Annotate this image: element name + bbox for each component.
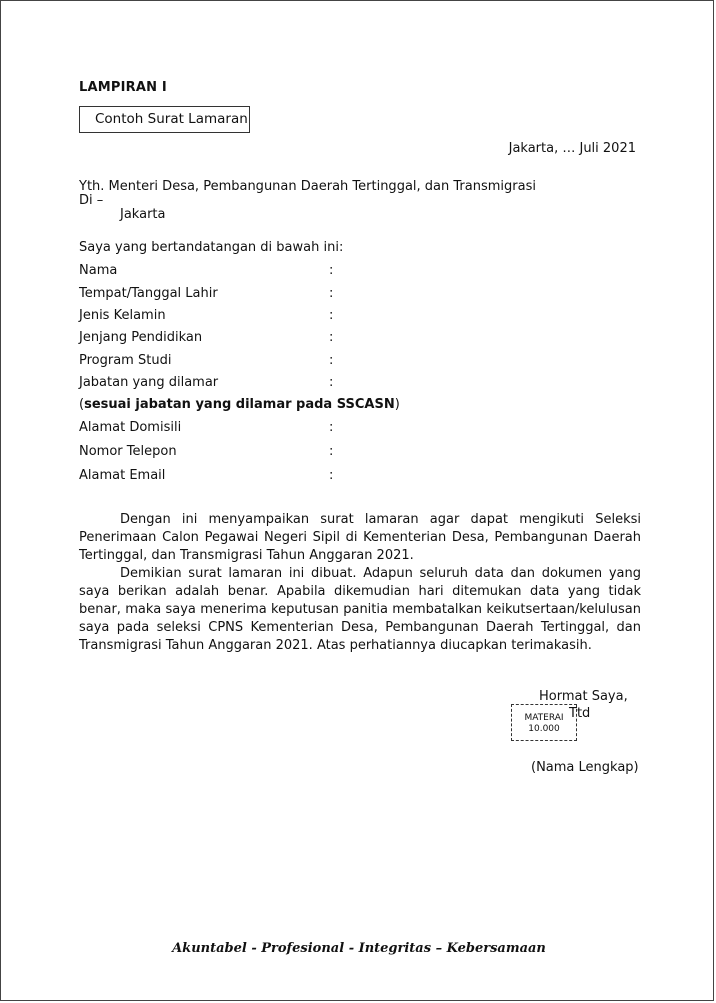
place-date: Jakarta, … Juli 2021: [508, 141, 636, 156]
field-label-jenjang-pendidikan: Jenjang Pendidikan: [79, 330, 203, 345]
boxed-title: Contoh Surat Lamaran: [79, 106, 250, 133]
attachment-label: LAMPIRAN I: [79, 80, 167, 95]
footer-motto: Akuntabel - Profesional - Integritas – Kebersamaan: [172, 941, 546, 956]
recipient-line-3: Jakarta: [120, 207, 166, 222]
field-colon: :: [329, 353, 334, 368]
field-label-alamat-domisili: Alamat Domisili: [79, 420, 182, 435]
field-colon: :: [329, 330, 334, 345]
ttd-text: Ttd: [569, 706, 591, 721]
closing-text: Hormat Saya,: [539, 689, 628, 704]
position-note-close: ): [394, 397, 400, 412]
paragraph-1: Dengan ini menyampaikan surat lamaran agar dapat mengikuti Seleksi Penerimaan Calon Pegawai Negeri Sipil di Kementerian Desa, Pembangunan Daerah Tertinggal, dan Transmigrasi Tahun Anggaran 2021.: [79, 512, 641, 563]
intro-text: Saya yang bertandatangan di bawah ini:: [79, 240, 344, 255]
field-label-jabatan: Jabatan yang dilamar: [79, 375, 219, 390]
field-label-nama: Nama: [79, 263, 118, 278]
stamp-line-2: 10.000: [528, 724, 560, 734]
stamp-box: [511, 704, 577, 741]
letter-body: [79, 511, 641, 655]
position-note-open: (: [79, 397, 85, 412]
field-colon: :: [329, 263, 334, 278]
field-label-jenis-kelamin: Jenis Kelamin: [79, 308, 166, 323]
field-colon: :: [329, 444, 334, 459]
stamp-line-1: MATERAI: [524, 713, 564, 723]
field-colon: :: [329, 308, 334, 323]
field-label-program-studi: Program Studi: [79, 353, 172, 368]
field-label-tempat-tanggal-lahir: Tempat/Tanggal Lahir: [79, 286, 218, 301]
field-label-alamat-email: Alamat Email: [79, 468, 166, 483]
field-colon: :: [329, 420, 334, 435]
signature-name: (Nama Lengkap): [531, 760, 639, 775]
field-colon: :: [329, 375, 334, 390]
field-label-nomor-telepon: Nomor Telepon: [79, 444, 177, 459]
field-colon: :: [329, 286, 334, 301]
recipient-line-1: Yth. Menteri Desa, Pembangunan Daerah Tertinggal, dan Transmigrasi: [79, 179, 536, 194]
position-note-bold: sesuai jabatan yang dilamar pada SSCASN: [84, 397, 395, 412]
recipient-line-2: Di –: [79, 193, 104, 208]
paragraph-2: Demikian surat lamaran ini dibuat. Adapun seluruh data dan dokumen yang saya berikan adalah benar. Apabila dikemudian hari ditemukan data yang tidak benar, maka saya menerima keputusan panitia membatalkan keikutsertaan/kelulusan saya pada seleksi CPNS Kementerian Desa, Pembangunan Daerah Tertinggal, dan Transmigrasi Tahun Anggaran 2021. Atas perhatiannya diucapkan terimakasih.: [79, 566, 641, 653]
field-colon: :: [329, 468, 334, 483]
position-note: [79, 397, 400, 412]
